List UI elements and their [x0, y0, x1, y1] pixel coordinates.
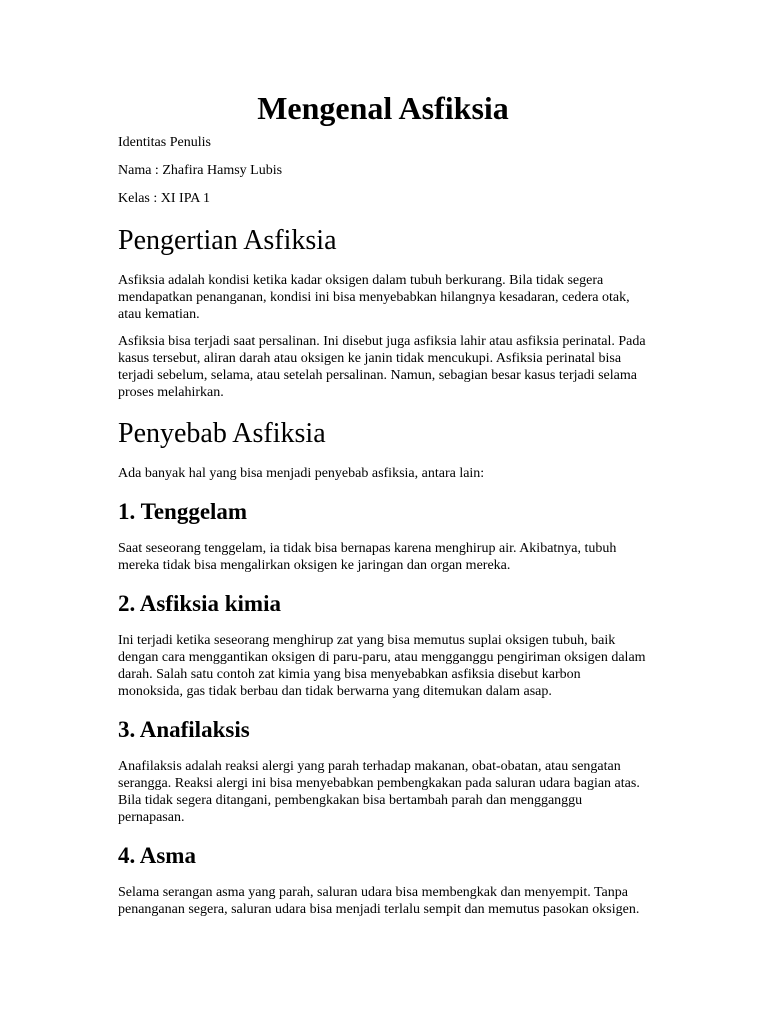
cause-heading-asthma: 4. Asma — [118, 843, 196, 868]
cause-text-drowning: Saat seseorang tenggelam, ia tidak bisa bernapas karena menghirup air. Akibatnya, tubuh mereka tidak bisa mengalirkan oksigen ke jaringan dan organ mereka. — [118, 541, 617, 573]
definition-paragraph-1: Asfiksia adalah kondisi ketika kadar oksigen dalam tubuh berkurang. Bila tidak segera mendapatkan penanganan, kondisi ini bisa menyebabkan hilangnya kesadaran, cedera otak, atau kematian. — [118, 273, 630, 322]
cause-heading-anaphylaxis: 3. Anafilaksis — [118, 717, 250, 742]
cause-heading-chemical: 2. Asfiksia kimia — [118, 591, 281, 616]
cause-text-anaphylaxis: Anafilaksis adalah reaksi alergi yang parah terhadap makanan, obat-obatan, atau sengatan serangga. Reaksi alergi ini bisa menyebabkan pembengkakan pada saluran udara bagian atas. Bila tidak segera ditangani, pembengkakan bisa bertambah parah dan mengganggu pernapasan. — [118, 759, 640, 825]
cause-text-asthma: Selama serangan asma yang parah, saluran udara bisa membengkak dan menyempit. Tanpa penanganan segera, saluran udara bisa menjadi terlalu sempit dan memutus pasokan oksigen. — [118, 885, 640, 917]
section-heading-causes: Penyebab Asfiksia — [118, 418, 326, 449]
document-title: Mengenal Asfiksia — [257, 90, 509, 126]
definition-paragraph-2: Asfiksia bisa terjadi saat persalinan. Ini disebut juga asfiksia lahir atau asfiksia perinatal. Pada kasus tersebut, aliran darah atau oksigen ke janin tidak mencukupi. Asfiksia perinatal bisa terjadi sebelum, selama, atau setelah persalinan. Namun, sebagian besar kasus terjadi selama proses melahirkan. — [118, 334, 646, 400]
causes-intro: Ada banyak hal yang bisa menjadi penyebab asfiksia, antara lain: — [118, 466, 485, 481]
cause-text-chemical: Ini terjadi ketika seseorang menghirup zat yang bisa memutus suplai oksigen tubuh, baik dengan cara menggantikan oksigen di paru-paru, atau mengganggu pengiriman oksigen dalam darah. Salah satu contoh zat kimia yang bisa menyebabkan asfiksia disebut karbon monoksida, gas tidak berbau dan tidak berwarna yang ditemukan dalam asap. — [118, 633, 646, 699]
author-heading: Identitas Penulis — [118, 135, 211, 150]
author-class: Kelas : XI IPA 1 — [118, 191, 211, 206]
document-page — [118, 88, 648, 928]
author-name: Nama : Zhafira Hamsy Lubis — [118, 163, 283, 178]
cause-heading-drowning: 1. Tenggelam — [118, 499, 248, 524]
section-heading-definition: Pengertian Asfiksia — [118, 225, 337, 256]
